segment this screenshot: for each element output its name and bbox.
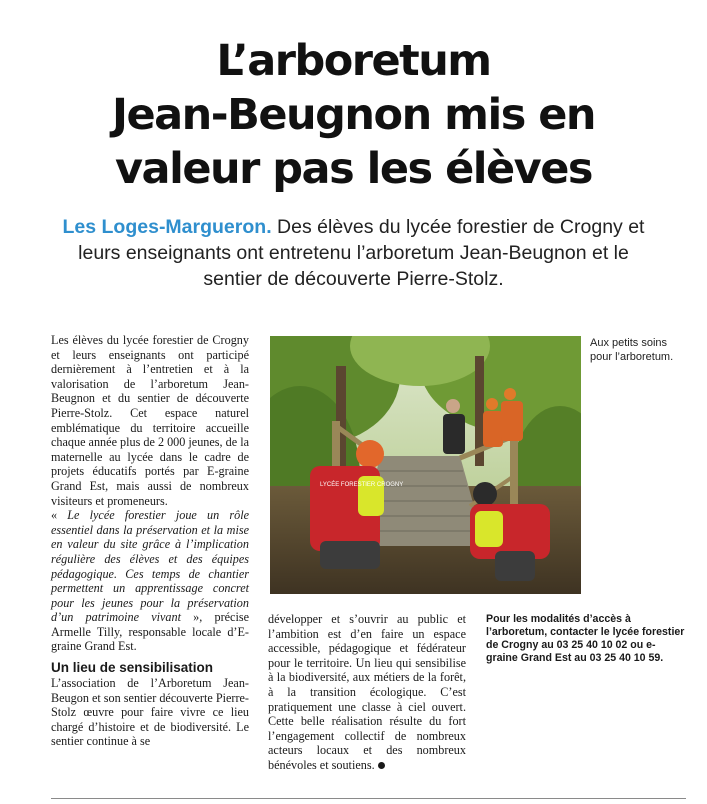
article-paragraph-3-text: développer et s’ouvrir au public et l’ambition est d’en faire un espace accessible, pédagogique et fédérateur pour le territoire. Un lieu qui sensibilise à la biodiversité, aux métiers de la forêt, à la transition écologique. C’est pratiquement une classe à ciel ouvert. Cette belle réalisation résulte du fort l’engagement collectif de nombreux acteurs locaux et des nombreux bénévoles et soutiens. bbox=[268, 612, 466, 772]
quote-attribution: », précise Armelle Tilly, responsable locale d’E-graine Grand Est. bbox=[51, 610, 250, 654]
headline bbox=[40, 34, 667, 196]
bottom-divider bbox=[51, 798, 686, 799]
article-paragraph-1: Les élèves du lycée forestier de Crogny et leurs enseignants ont participé dernièrement à l’entretien et à la valorisation de l’arboretum Jean-Beugnon et du sentier de découverte Pierre-Stolz. Cet espace naturel emblématique du territoire accueille chaque année plus de 2 000 jeunes, de la maternelle au lycée dans le cadre de projets éducatifs portés par E-graine Grand Est, mais aussi de nombreux visiteurs et promeneurs. bbox=[51, 333, 249, 508]
photo-illustration bbox=[270, 336, 581, 594]
quote-open-mark: « bbox=[51, 508, 68, 523]
info-box: Pour les modalités d’accès à l’arboretum, contacter le lycée forestier de Crogny au 03 25 40 10 02 ou e-graine Grand Est au 03 25 40 10 59. bbox=[486, 613, 685, 664]
article-quote-paragraph bbox=[51, 508, 249, 654]
photo-caption: Aux petits soins pour l’arboretum. bbox=[590, 337, 674, 363]
article-quote: Le lycée forestier joue un rôle essentiel dans la préservation et la mise en valeur du site grâce à l’implication régulière des élèves et des équipes pédagogique. Ces temps de chantier permettent un apprentissage concret pour les jeunes pour la préservation d’un patrimoine vivant bbox=[51, 508, 249, 625]
headline-line-3: valeur pas les élèves bbox=[115, 144, 592, 194]
article-photo bbox=[270, 336, 581, 594]
end-of-article-bullet-icon bbox=[378, 762, 385, 769]
article-column-1 bbox=[51, 333, 249, 749]
article-paragraph-3 bbox=[268, 612, 466, 773]
article-paragraph-2: L’association de l’Arboretum Jean-Beugon et son sentier découverte Pierre-Stolz œuvre pour faire vivre ce lieu chargé d’histoire et de biodiversité. Le sentier continue à se bbox=[51, 676, 249, 749]
chapo bbox=[50, 214, 657, 292]
headline-line-1: L’arboretum bbox=[216, 36, 491, 86]
chapo-text: Des élèves du lycée forestier de Crogny et leurs enseignants ont entretenu l’arboretum Jean-Beugnon et le sentier de découverte Pierre-Stolz. bbox=[78, 216, 645, 290]
vest-print: LYCÉE FORESTIER CROGNY bbox=[320, 482, 404, 488]
article-subheading: Un lieu de sensibilisation bbox=[51, 660, 214, 676]
chapo-location: Les Loges-Margueron. bbox=[62, 216, 272, 238]
headline-line-2: Jean-Beugnon mis en bbox=[111, 90, 596, 140]
article-column-2 bbox=[268, 612, 466, 773]
